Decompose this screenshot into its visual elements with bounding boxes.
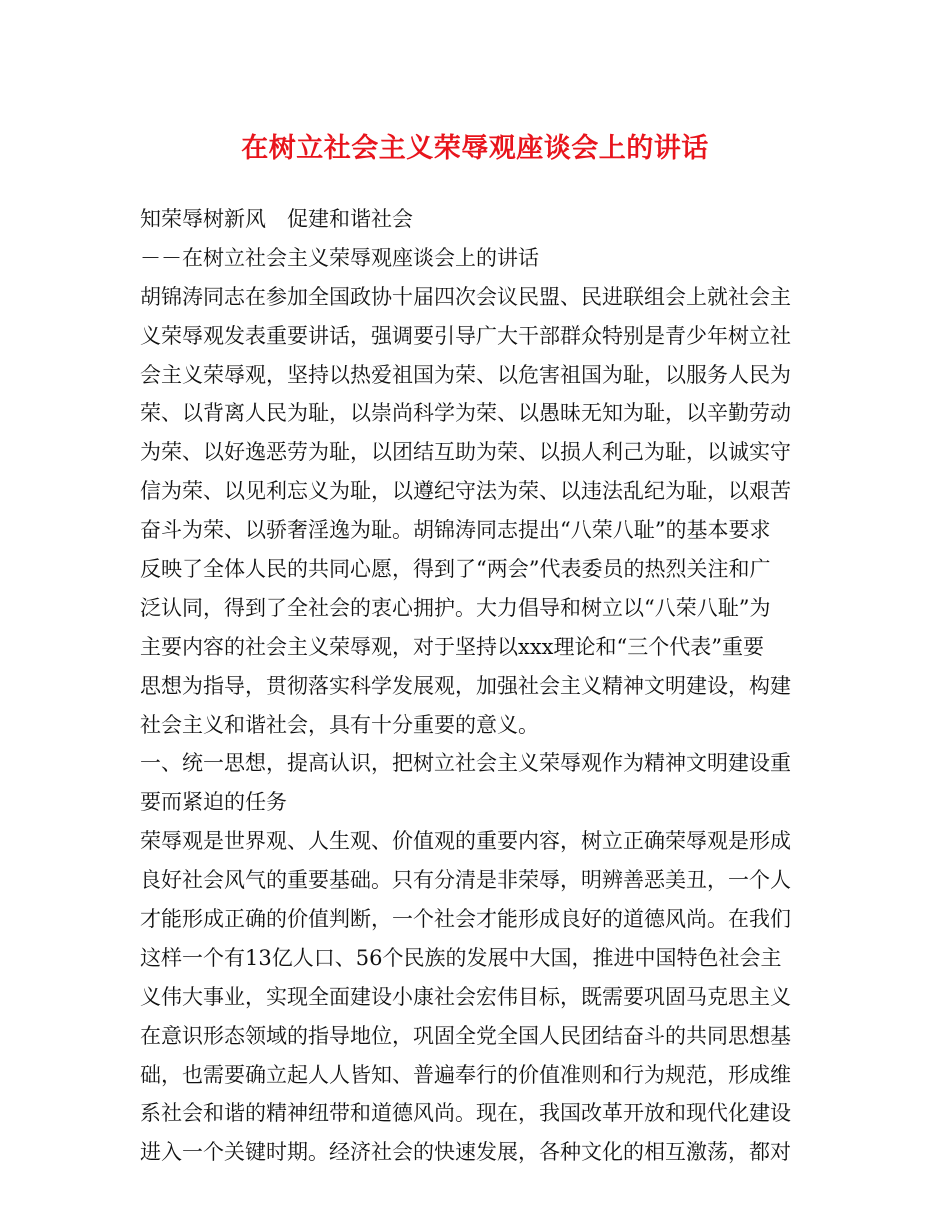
body-line: 在意识形态领域的指导地位，巩固全党全国人民团结奋斗的共同思想基 (140, 1023, 791, 1048)
body-line: 础，也需要确立起人人皆知、普遍奉行的价值准则和行为规范，形成维 (140, 1062, 791, 1087)
body-line: 要而紧迫的任务 (140, 790, 287, 815)
body-line: 反映了全体人民的共同心愿，得到了“两会”代表委员的热烈关注和广 (140, 557, 771, 582)
body-line: 泛认同，得到了全社会的衷心拥护。大力倡导和树立以“八荣八耻”为 (140, 595, 771, 620)
body-line: 系社会和谐的精神纽带和道德风尚。现在，我国改革开放和现代化建设 (140, 1101, 791, 1126)
body-line: 义伟大事业，实现全面建设小康社会宏伟目标，既需要巩固马克思主义 (140, 984, 791, 1009)
body-line: 奋斗为荣、以骄奢淫逸为耻。胡锦涛同志提出“八荣八耻”的基本要求 (140, 518, 771, 543)
body-line: 良好社会风气的重要基础。只有分清是非荣辱，明辨善恶美丑，一个人 (140, 868, 791, 893)
body-line: 这样一个有13亿人口、56个民族的发展中大国，推进中国特色社会主 (140, 945, 782, 970)
body-line: 社会主义和谐社会，具有十分重要的意义。 (140, 712, 539, 737)
body-line: 义荣辱观发表重要讲话，强调要引导广大干部群众特别是青少年树立社 (140, 323, 791, 348)
body-line: 进入一个关键时期。经济社会的快速发展，各种文化的相互激荡，都对 (140, 1140, 791, 1165)
body-line: 主要内容的社会主义荣辱观，对于坚持以xxx理论和“三个代表”重要 (140, 634, 764, 659)
body-line: 信为荣、以见利忘义为耻，以遵纪守法为荣、以违法乱纪为耻，以艰苦 (140, 479, 791, 504)
body-line: 思想为指导，贯彻落实科学发展观，加强社会主义精神文明建设，构建 (140, 673, 791, 698)
body-line: 才能形成正确的价值判断，一个社会才能形成良好的道德风尚。在我们 (140, 907, 791, 932)
body-line: 荣辱观是世界观、人生观、价值观的重要内容，树立正确荣辱观是形成 (140, 829, 791, 854)
body-line: 一、统一思想，提高认识，把树立社会主义荣辱观作为精神文明建设重 (140, 751, 791, 776)
body-line: 荣、以背离人民为耻，以崇尚科学为荣、以愚昧无知为耻，以辛勤劳动 (140, 401, 791, 426)
document-body (140, 200, 812, 1172)
document-title: 在树立社会主义荣辱观座谈会上的讲话 (241, 133, 709, 164)
body-line: 胡锦涛同志在参加全国政协十届四次会议民盟、民进联组会上就社会主 (140, 284, 791, 309)
body-line: 为荣、以好逸恶劳为耻，以团结互助为荣、以损人利己为耻，以诚实守 (140, 440, 791, 465)
body-line: 知荣辱树新风 促建和谐社会 (140, 207, 413, 231)
body-line: 会主义荣辱观，坚持以热爱祖国为荣、以危害祖国为耻，以服务人民为 (140, 362, 791, 387)
body-line: －－在树立社会主义荣辱观座谈会上的讲话 (140, 245, 539, 270)
